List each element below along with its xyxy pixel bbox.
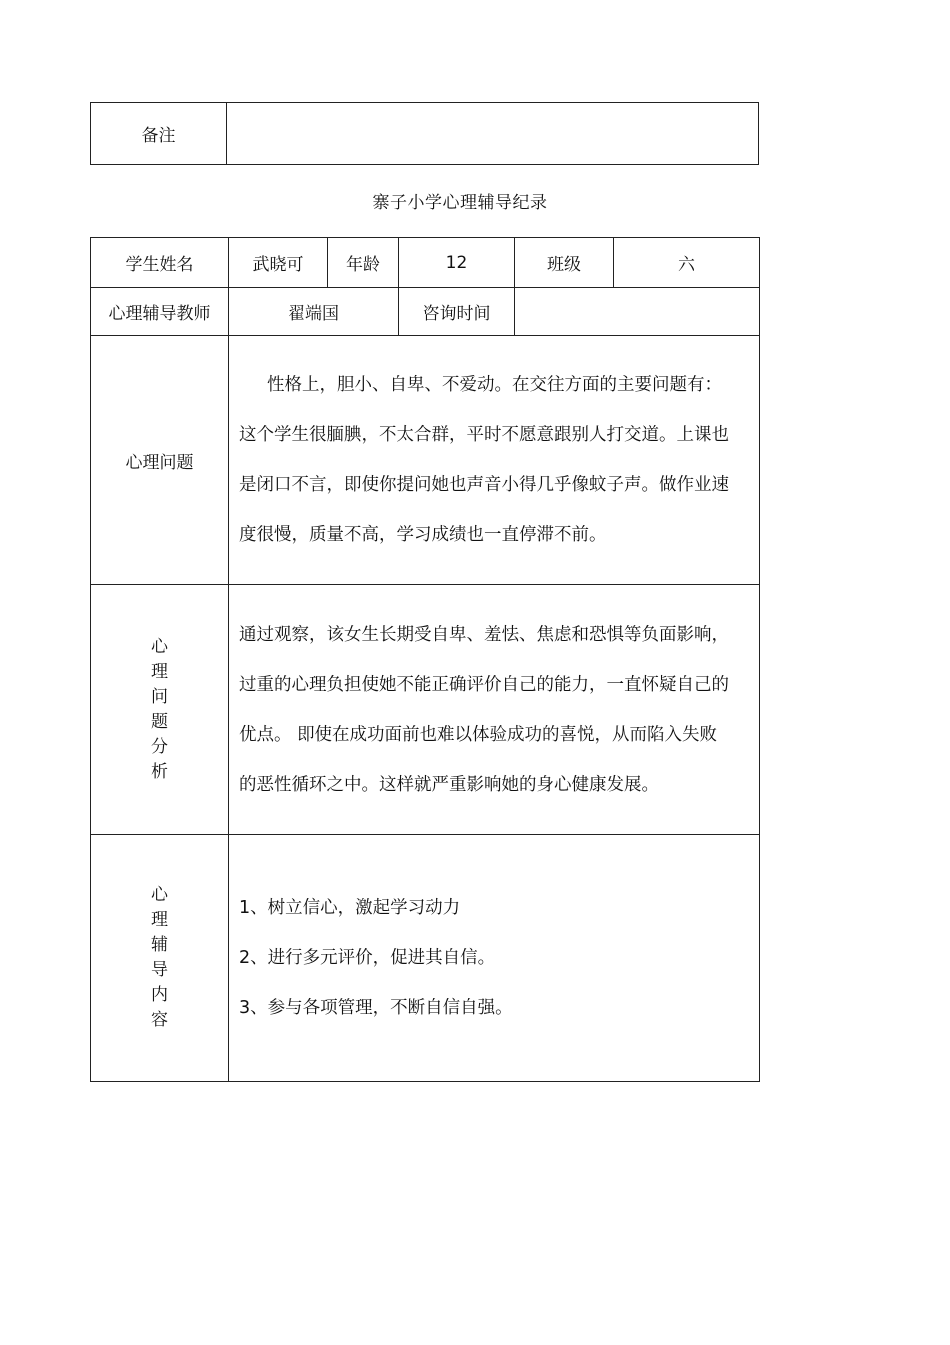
age-label: 年龄 — [328, 238, 399, 288]
analysis-label-char: 题 — [151, 711, 168, 732]
analysis-label — [91, 585, 229, 835]
analysis-label-char: 析 — [151, 761, 168, 782]
consult-time-value — [515, 288, 760, 336]
student-name-label: 学生姓名 — [91, 238, 229, 288]
analysis-label-char: 问 — [151, 686, 168, 707]
table-row — [91, 288, 760, 336]
analysis-text: 通过观察，该女生长期受自卑、羞怯、焦虑和恐惧等负面影响，过重的心理负担使她不能正确评价自己的能力，一直怀疑自己的优点。 即使在成功面前也难以体验成功的喜悦，从而陷入失败的恶性循环之中。这样就严重影响她的身心健康发展。 — [239, 624, 729, 795]
student-name-value: 武晓可 — [229, 238, 328, 288]
analysis-label-char: 理 — [151, 661, 168, 682]
table-row — [91, 585, 760, 835]
table-row — [91, 835, 760, 1082]
counseling-record-table — [90, 237, 760, 1082]
class-value: 六 — [614, 238, 760, 288]
remarks-value — [227, 103, 758, 164]
content-label-char: 内 — [151, 985, 168, 1005]
content-label-char: 容 — [151, 1010, 168, 1030]
content-label-char: 心 — [151, 885, 168, 905]
problem-cell — [229, 336, 760, 585]
problem-text: 性格上，胆小、自卑、不爱动。在交往方面的主要问题有：这个学生很腼腆，不太合群，平时不愿意跟别人打交道。上课也是闭口不言，即使你提问她也声音小得几乎像蚊子声。做作业速度很慢，质量不高，学习成绩也一直停滞不前。 — [239, 375, 729, 545]
content-label-char: 导 — [151, 960, 168, 980]
table-row — [91, 238, 760, 288]
remarks-label: 备注 — [91, 103, 227, 164]
content-list-item: 2、进行多元评价，促进其自信。 — [239, 948, 496, 968]
content-list-item: 3、参与各项管理，不断自信自强。 — [239, 998, 513, 1018]
document-title: 寨子小学心理辅导纪录 — [372, 193, 548, 213]
class-label: 班级 — [515, 238, 614, 288]
content-label-chars — [91, 883, 228, 1033]
remarks-table — [90, 102, 759, 165]
analysis-cell — [229, 585, 760, 835]
content-cell — [229, 835, 760, 1082]
table-row — [91, 336, 760, 585]
analysis-label-char: 心 — [151, 636, 168, 657]
content-label-char: 辅 — [151, 935, 168, 955]
age-value: 12 — [399, 238, 515, 288]
teacher-label: 心理辅导教师 — [91, 288, 229, 336]
content-label-char: 理 — [151, 910, 168, 930]
consult-time-label: 咨询时间 — [399, 288, 515, 336]
content-list-item: 1、树立信心，激起学习动力 — [239, 898, 461, 918]
problem-label: 心理问题 — [91, 336, 229, 585]
teacher-value: 翟端国 — [229, 288, 399, 336]
content-label — [91, 835, 229, 1082]
analysis-label-char: 分 — [151, 736, 168, 757]
analysis-label-chars — [91, 635, 228, 785]
